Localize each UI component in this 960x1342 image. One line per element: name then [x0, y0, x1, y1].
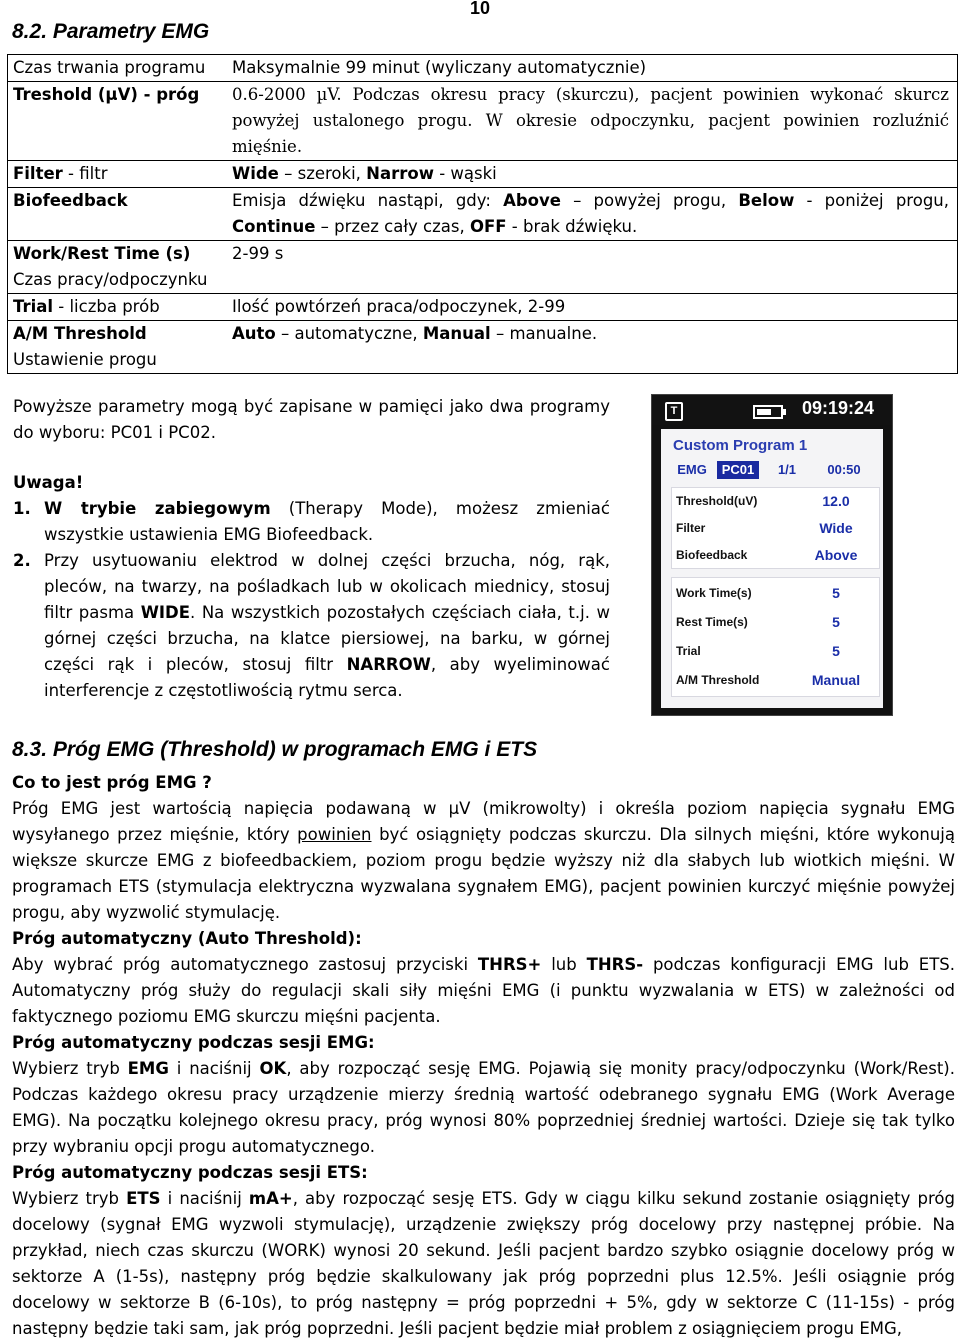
- device-settings-group: [671, 577, 880, 697]
- section-body: [12, 770, 955, 1342]
- param-name: Czas trwania programu: [13, 58, 206, 77]
- table-row: [8, 294, 958, 321]
- device-status-bar: [652, 395, 892, 425]
- table-row: [8, 55, 958, 82]
- subheading: Próg automatyczny podczas sesji EMG:: [12, 1033, 375, 1052]
- param-name: Biofeedback: [13, 191, 128, 210]
- param-name: Filter - filtr: [13, 164, 108, 183]
- param-value: 2-99 s: [232, 244, 284, 263]
- device-setting-row: A/M Threshold Manual: [676, 672, 861, 688]
- paragraph: Aby wybrać próg automatycznego zastosuj przyciski THRS+ lub THRS- podczas konfiguracji EMG lub ETS. Automatyczny próg służy do regulacji skali siły mięśni EMG (i punktu wyzwalania w ETS) w zależności od faktycznego poziomu EMG skurczu mięśni pacjenta.: [12, 955, 955, 1026]
- params-table: [7, 54, 958, 374]
- device-setting-row: Trial 5: [676, 643, 840, 659]
- program-name: Custom Program 1: [673, 437, 808, 454]
- device-settings-group: [671, 487, 880, 569]
- device-clock: 09:19:24: [802, 398, 875, 418]
- device-setting-row: Biofeedback Above: [676, 547, 858, 563]
- note-title: Uwaga!: [13, 473, 84, 492]
- param-name: Work/Rest Time (s) Czas pracy/odpoczynku: [13, 244, 208, 289]
- page-number: 10: [470, 0, 491, 18]
- section-title: 8.3. Próg EMG (Threshold) w programach EMG i ETS: [12, 738, 538, 761]
- table-row: [8, 161, 958, 188]
- list-item: 2. Przy usytuowaniu elektrod w dolnej części brzucha, nóg, rąk, pleców, na twarzy, na pośladkach lub w okolicach miednicy, stosuj filtr pasma WIDE. Na wszystkich pozostałych częściach ciała, t.j. w górnej części brzucha, na klatce piersiowej, na barku, w górnej części rąk i pleców, stosuj filtr NARROW, aby wyeliminować interferencje z częstotliwością rytmu serca.: [13, 551, 610, 700]
- device-setting-row: Work Time(s) 5: [676, 585, 840, 601]
- session-timer: 00:50: [827, 462, 861, 477]
- subheading: Co to jest próg EMG ?: [12, 773, 212, 792]
- list-item: 1. W trybie zabiegowym (Therapy Mode), możesz zmieniać wszystkie ustawienia EMG Biofeedback.: [13, 499, 610, 544]
- table-row: [8, 241, 958, 294]
- param-value: Emisja dźwięku nastąpi, gdy: Above – powyżej progu, Below - poniżej progu, Continue – przez cały czas, OFF - brak dźwięku.: [232, 191, 949, 236]
- section-title: 8.2. Parametry EMG: [12, 20, 210, 43]
- table-row: [8, 82, 958, 161]
- device-screen-image: [651, 394, 893, 716]
- device-setting-row: Threshold(uV) 12.0: [676, 493, 850, 509]
- mode-label: EMG: [677, 462, 707, 477]
- param-name: A/M Threshold Ustawienie progu: [13, 324, 157, 369]
- notes-column: [13, 394, 610, 704]
- paragraph: Wybierz tryb ETS i naciśnij mA+, aby rozpocząć sesję ETS. Gdy w ciągu kilku sekund zostanie osiągnięty próg docelowy (sygnał EMG wyzwoli stymulację), urządzenie zwiększy próg docelowy przy następnej próbie. Na przykład, niech czas skurczu (WORK) wynosi 20 sekund. Jeśli pacjent bardzo szybko osiągnie docelowy próg w sektorze A (1-5s), następny próg będzie skalkulowany jak próg poprzedni plus 12.5%. Jeśli osiągnie próg docelowy w sektorze B (6-10s), to próg następny = próg poprzedni + 5%, gdy w sektorze C (11-15s) - próg następny będzie taki sam, jak próg poprzedni. Jeśli pacjent będzie miał problem z osiągnięciem progu EMG,: [12, 1189, 955, 1338]
- battery-icon: [753, 405, 783, 419]
- param-value: Auto – automatyczne, Manual – manualne.: [232, 324, 598, 343]
- notes-list: [13, 496, 610, 704]
- trial-counter: 1/1: [777, 462, 797, 477]
- param-value: Ilość powtórzeń praca/odpoczynek, 2-99: [232, 297, 566, 316]
- intro-paragraph: Powyższe parametry mogą być zapisane w pamięci jako dwa programy do wyboru: PC01 i PC02.: [13, 397, 610, 442]
- param-name: Trial - liczba prób: [13, 297, 160, 316]
- therapy-mode-icon: T: [665, 402, 683, 421]
- device-display: [661, 429, 883, 708]
- param-value: 0.6-2000 µV. Podczas okresu pracy (skurczu), pacjent powinien wykonać skurcz powyżej ustalonego progu. W okresie odpoczynku, pacjent powinien rozluźnić mięśnie.: [232, 85, 949, 156]
- paragraph: Wybierz tryb EMG i naciśnij OK, aby rozpocząć sesję EMG. Pojawią się monity pracy/odpoczynku (Work/Rest). Podczas każdego okresu pracy urządzenie mierzy średnią wartość odebranego sygnału EMG (Work Average EMG). Na początku kolejnego okresu pracy, próg wynosi 80% poprzedniej średniej wartości. Dzieje się tak tylko przy wybraniu opcji progu automatycznego.: [12, 1059, 955, 1156]
- paragraph: Próg EMG jest wartością napięcia podawaną w µV (mikrowolty) i określa poziom napięcia sygnału EMG wysyłanego przez mięśnie, który powinien być osiągnięty podczas skurczu. Dla silnych mięśni, które wykonują większe skurcze EMG z biofeedbackiem, poziom progu będzie wyższy niż dla słabych lub wiotkich mięśni. W programach ETS (stymulacja elektryczna wyzwalana sygnałem EMG), pacjent powinien kurczyć mięśnie powyżej progu, aby wyzwolić stymulację.: [12, 799, 955, 922]
- param-value: Wide – szeroki, Narrow - wąski: [232, 164, 497, 183]
- subheading: Próg automatyczny podczas sesji ETS:: [12, 1163, 368, 1182]
- table-row: [8, 321, 958, 374]
- table-row: [8, 188, 958, 241]
- device-setting-row: Filter Wide: [676, 520, 853, 536]
- program-status-row: [671, 459, 878, 481]
- subheading: Próg automatyczny (Auto Threshold):: [12, 929, 362, 948]
- program-slot-label: PC01: [717, 461, 759, 479]
- param-value: Maksymalnie 99 minut (wyliczany automatycznie): [232, 58, 647, 77]
- param-name: Treshold (µV) - próg: [13, 85, 200, 104]
- device-setting-row: Rest Time(s) 5: [676, 614, 840, 630]
